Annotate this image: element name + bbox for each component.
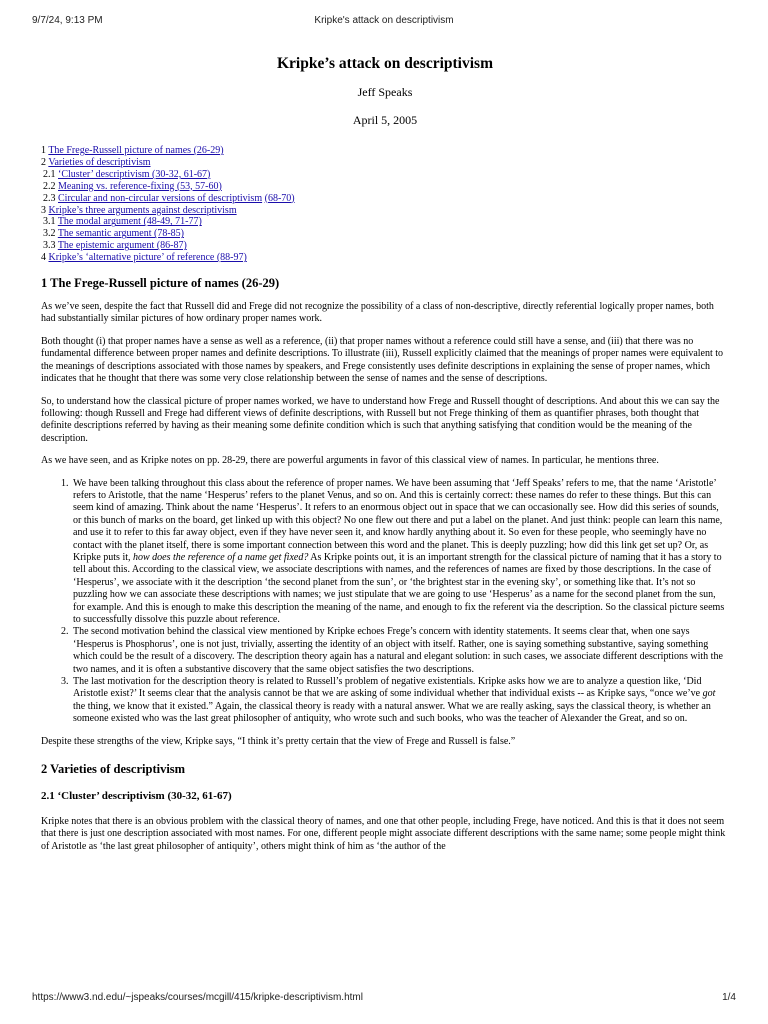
list-item <box>71 478 729 627</box>
table-of-contents <box>41 145 729 264</box>
list-item-emphasis: how does the reference of a name get fixed? <box>133 551 309 563</box>
list-item-emphasis: got <box>702 688 716 700</box>
toc-link-meaning-vs-reference[interactable]: Meaning vs. reference-fixing (53, 57-60) <box>58 180 222 192</box>
list-item-text: The last motivation for the description theory is related to Russell’s problem of negative existentials. Kripke asks how we are to analyze a question like, ‘Did Aristotle exist?’ It seems clear that the analysis cannot be that we are asking of some individual whether that individual exists -- as Kripke says, “once we’ve <box>73 676 703 700</box>
toc-item-2-2 <box>41 181 729 193</box>
print-url: https://www3.nd.edu/~jspeaks/courses/mcgill/415/kripke-descriptivism.html <box>32 992 363 1003</box>
toc-number: 4 <box>41 252 46 264</box>
list-item-text: We have been talking throughout this class about the reference of proper names. We have been assuming that ‘Jeff Speaks’ refers to me, that the name ‘Aristotle’ refers to Aristotle, that the name ‘Hesperus’ refers to the planet Venus, and so on. And this is certainly correct: these names do refer to these things. But this can seem kind of amazing. Think about the name ‘Hesperus’. It refers to an enormous object out in space that we can occasionally see. How did this series of sounds, or this bunch of marks on the board, get linked up with this object? No one flew out there and put a label on the planet. And just think: people can learn this name, and use it to refer to this far away object, even if they have never seen it, and know hardly anything about it. So even for these people, who seemingly have no contact with the planet itself, there is some important connection between this word and the planet. This is deeply puzzling; how did this link get set up? Or, as Kripke puts it, <box>73 477 723 563</box>
document-author: Jeff Speaks <box>357 85 413 99</box>
section-1-paragraph-3: So, to understand how the classical picture of proper names worked, we have to understand how Frege and Russell thought of descriptions. And about this we can say the following: though Russell and Frege had different views of definite descriptions, with Russell but not Frege thinking of them as quantifier phrases, both thought that definite descriptions referred by having as their meaning some definite condition which is such that anything satisfying that condition would be the meaning of the description. <box>41 395 720 444</box>
print-header <box>32 15 736 29</box>
toc-link-cluster[interactable]: ‘Cluster’ descriptivism (30-32, 61-67) <box>58 168 211 180</box>
print-page-title: Kripke's attack on descriptivism <box>314 15 454 26</box>
toc-number: 3 <box>41 204 46 216</box>
section-1-paragraph-1: As we’ve seen, despite the fact that Russell did and Frege did not recognize the possibility of a class of non-descriptive, directly referential logically proper names, both had substantially similar pictures of how ordinary proper names work. <box>41 301 714 325</box>
toc-number: 3.3 <box>43 240 56 252</box>
list-item-text: As Kripke points out, it is an important strength for the classical picture of naming that it has a story to tell about this. According to the classical view, we associate descriptions with names, and the references of names are fixed by those descriptions. In the case of ‘Hesperus’, we associate with it the description ‘the second planet from the sun’, or ‘the brightest star in the evening sky’, or something like that. It’s not so puzzling how we can associate these descriptions with names; we just stipulate that we are going to use ‘Hesperus’ as a name for the second planet from the sun, for example. And this is enough to make this description the meaning of the name, and enough to fix the referent via the description. So the classical picture seems to successfully dissolve this puzzle about reference. <box>73 551 725 625</box>
section-2-1-paragraph-1: Kripke notes that there is an obvious problem with the classical theory of names, and one that other people, including Frege, have noticed. And this is that it does not seem that there is just one description associated with most names. For one, different people might associate different descriptions with the same name; some people might think of Aristotle as ‘the last great philosopher of antiquity’, others might think of him as ‘the author of the <box>41 816 726 852</box>
toc-item-3-2 <box>41 228 729 240</box>
toc-item-2 <box>41 157 729 169</box>
document-date: April 5, 2005 <box>352 113 418 127</box>
toc-item-3-1 <box>41 216 729 228</box>
toc-item-4 <box>41 252 729 264</box>
document-body <box>41 50 729 978</box>
toc-item-3 <box>41 205 729 217</box>
section-2-heading: 2 Varieties of descriptivism <box>41 762 186 777</box>
list-item <box>71 676 729 726</box>
toc-number: 2 <box>41 156 46 168</box>
toc-link-circular-pages[interactable]: (68-70) <box>264 192 295 204</box>
print-footer <box>32 992 736 1006</box>
toc-link-epistemic[interactable]: The epistemic argument (86-87) <box>57 240 187 252</box>
list-item-text: the thing, we know that it existed.” Again, the classical theory is ready with a natural answer. What we are really asking, says the classical theory, is whether an someone existed who was the last great philosopher of antiquity, who wrote such and such books, who was the teacher of Alexander the Great, and so on. <box>73 700 711 725</box>
toc-number: 2.1 <box>43 168 56 180</box>
toc-link-circular[interactable]: Circular and non-circular versions of descriptivism <box>58 192 263 204</box>
toc-link-frege-russell[interactable]: The Frege-Russell picture of names (26-29) <box>48 145 224 156</box>
toc-link-semantic[interactable]: The semantic argument (78-85) <box>57 228 184 240</box>
toc-item-1 <box>41 145 729 157</box>
toc-link-varieties[interactable]: Varieties of descriptivism <box>48 156 151 168</box>
motivations-list <box>41 478 729 726</box>
toc-item-2-3 <box>41 193 729 205</box>
toc-link-three-arguments[interactable]: Kripke’s three arguments against descriptivism <box>48 204 237 216</box>
section-2-1-heading: 2.1 ‘Cluster’ descriptivism (30-32, 61-67) <box>41 790 232 803</box>
toc-number: 2.3 <box>43 192 56 204</box>
print-datetime: 9/7/24, 9:13 PM <box>32 15 103 26</box>
document-title: Kripke’s attack on descriptivism <box>277 55 493 72</box>
toc-link-alternative-picture[interactable]: Kripke’s ‘alternative picture’ of reference (88-97) <box>48 252 247 264</box>
section-1-paragraph-2: Both thought (i) that proper names have a sense as well as a reference, (ii) that proper names without a reference could still have a sense, and (iii) that there was no fundamental difference between proper names and definite descriptions. To illustrate (iii), Russell explicitly claimed that the meanings of proper names were equivalent to the meanings of descriptions associated with those names by speakers, and Frege consistently uses definite descriptions in explaining the sense of proper names, which indicates that he thought that there was some very close relationship between the sense of names and the sense of descriptions. <box>41 335 724 385</box>
toc-item-3-3 <box>41 240 729 252</box>
toc-number: 3.2 <box>43 228 56 240</box>
section-1-heading: 1 The Frege-Russell picture of names (26-29) <box>41 276 280 291</box>
section-1-paragraph-4: As we have seen, and as Kripke notes on pp. 28-29, there are powerful arguments in favor of this classical view of names. In particular, he mentions three. <box>41 455 659 467</box>
toc-link-modal[interactable]: The modal argument (48-49, 71-77) <box>57 216 202 228</box>
list-item-text: The second motivation behind the classical view mentioned by Kripke echoes Frege’s concern with identity statements. It seems clear that, when one says ‘Hesperus is Phosphorus’, one is not just, trivially, asserting the identity of an object with itself. Rather, one is saying something substantive, saying something which could be the result of a discovery. The description theory again has a natural and elegant solution: in such cases, we associate different descriptions with the two names, and it is often a substantive discovery that the same object satisfies the two descriptions. <box>73 626 723 675</box>
section-1-paragraph-5: Despite these strengths of the view, Kripke says, “I think it’s pretty certain that the view of Frege and Russell is false.” <box>41 735 516 747</box>
print-page-number: 1/4 <box>722 992 736 1003</box>
toc-number: 1 <box>41 145 46 156</box>
toc-number: 3.1 <box>43 216 56 228</box>
toc-item-2-1 <box>41 169 729 181</box>
toc-number: 2.2 <box>43 180 56 192</box>
list-item <box>71 626 729 676</box>
